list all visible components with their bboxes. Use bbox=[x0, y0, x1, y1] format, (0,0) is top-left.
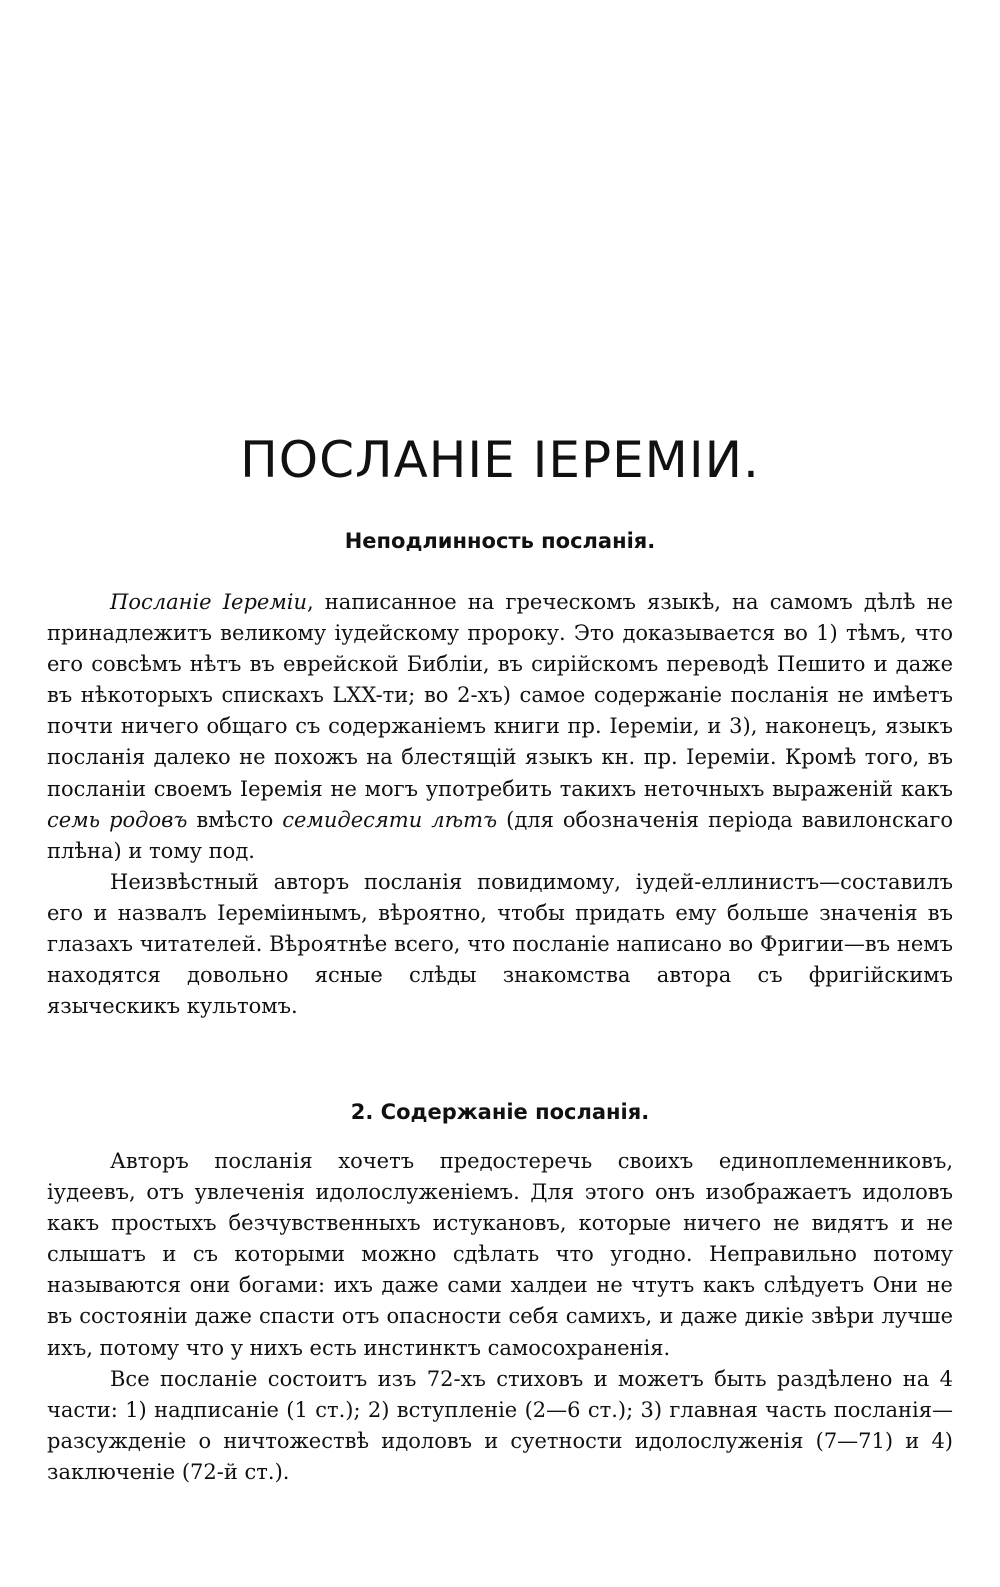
italic-phrase: Посланіе Іереміи bbox=[110, 590, 307, 614]
page-title: ПОСЛАНІЕ ІЕРЕМІИ. bbox=[240, 431, 760, 489]
text-run: вмѣсто bbox=[187, 807, 283, 832]
italic-phrase: семь родовъ bbox=[47, 807, 188, 832]
paragraph bbox=[47, 587, 953, 867]
section-heading-content: 2. Содержаніе посланія. bbox=[350, 1100, 650, 1124]
text-run: (для обозначенія періода вавилонскаго плѣна) и тому под. bbox=[47, 807, 954, 863]
italic-phrase: семидесяти лѣтъ bbox=[282, 807, 498, 832]
text-run: , написанное на греческомъ языкѣ, на самомъ дѣлѣ не принадлежитъ великому іудейскому пророку. Это доказывается во 1) тѣмъ, что его совсѣмъ нѣтъ въ еврейской Библіи, въ сирійскомъ переводѣ Пешито и даже въ нѣкоторыхъ спискахъ LXX-ти; во 2-хъ) самое содержаніе посланія не имѣетъ почти ничего общаго съ содержаніемъ книги пр. Іереміи, и 3), наконецъ, языкъ посланія далеко не похожъ на блестящій языкъ кн. пр. Іереміи. Кромѣ того, въ посланіи своемъ Іеремія не могъ употребить такихъ неточныхъ выраженій какъ bbox=[47, 590, 953, 801]
section-body-content bbox=[47, 1146, 953, 1488]
section-body-authenticity bbox=[47, 587, 953, 1022]
paragraph: Все посланіе состоитъ изъ 72-хъ стиховъ и можетъ быть раздѣлено на 4 части: 1) надписаніе (1 ст.); 2) вступленіе (2—6 ст.); 3) главная часть посланія—разсужденіе о ничтожествѣ идоловъ и суетности идолослуженія (7—71) и 4) заключеніе (72-й ст.). bbox=[47, 1366, 953, 1484]
section-heading-authenticity: Неподлинность посланія. bbox=[344, 529, 656, 553]
paragraph: Авторъ посланія хочетъ предостеречь своихъ единоплеменниковъ, іудеевъ, отъ увлеченія идолослуженіемъ. Для этого онъ изображаетъ идоловъ какъ простыхъ безчувственныхъ истукановъ, которые ничего не видятъ и не слышатъ и съ которыми можно сдѣлать что угодно. Неправильно потому называются они богами: ихъ даже сами халдеи не чтутъ какъ слѣдуетъ Они не въ состояніи даже спасти отъ опасности себя самихъ, и даже дикіе звѣри лучше ихъ, потому что у нихъ есть инстинктъ самосохраненія. bbox=[47, 1149, 953, 1360]
paragraph: Неизвѣстный авторъ посланія повидимому, іудей-еллинистъ—составилъ его и назвалъ Іереміинымъ, вѣроятно, чтобы придать ему больше значенія въ глазахъ читателей. Вѣроятнѣе всего, что посланіе написано во Фригии—въ немъ находятся довольно ясные слѣды знакомства автора съ фригійскимъ языческикъ культомъ. bbox=[47, 869, 953, 1019]
